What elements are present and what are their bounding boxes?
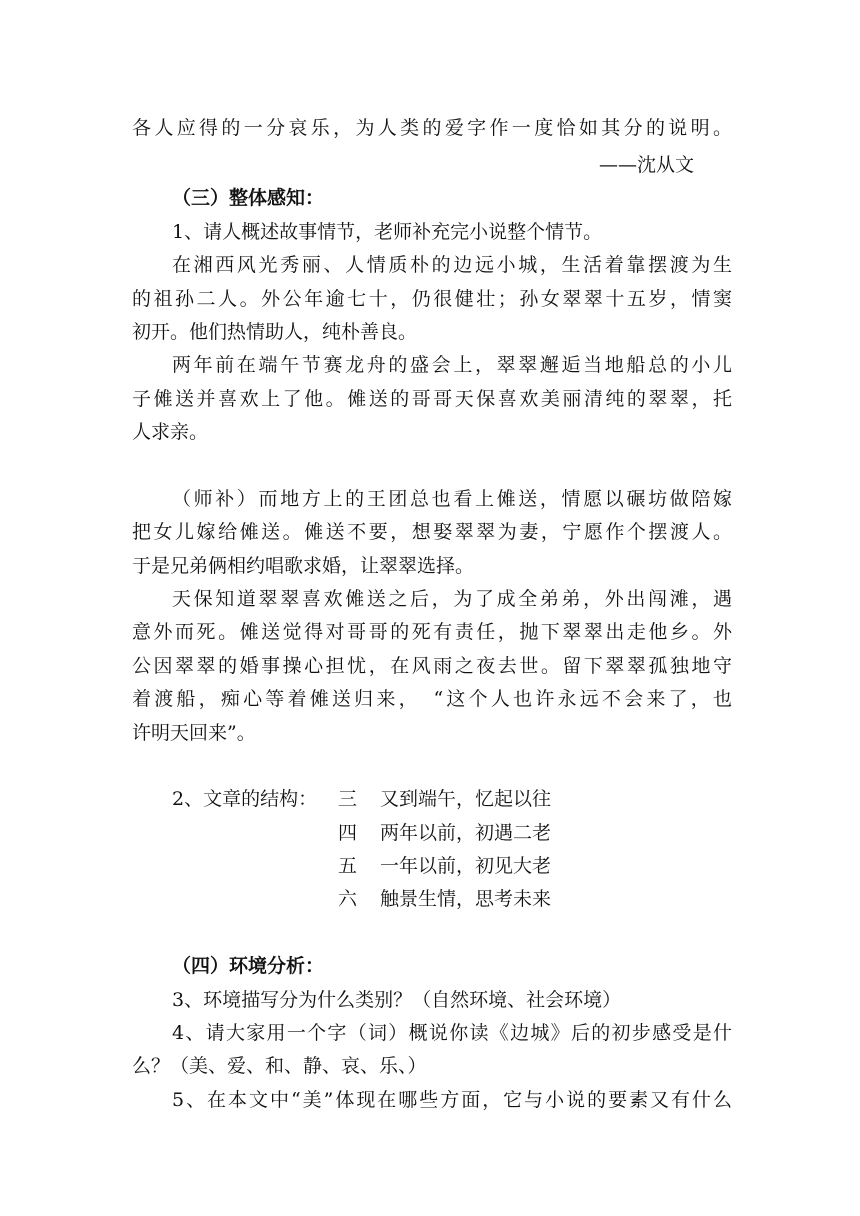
plot-paragraph-1-line: 在湘西风光秀丽、人情质朴的边远小城，生活着靠摆渡为生: [172, 254, 732, 276]
question-3: 3、环境描写分为什么类别？（自然环境、社会环境）: [172, 989, 622, 1011]
question-4-line: 么？（美、爱、和、静、哀、乐、）: [132, 1055, 427, 1077]
structure-chapter-number: 六: [338, 888, 358, 910]
plot-paragraph-1-line: 的祖孙二人。外公年逾七十，仍很健壮；孙女翠翠十五岁，情窦: [132, 288, 732, 310]
question-4-line: 4、请大家用一个字（词）概说你读《边城》后的初步感受是什: [172, 1022, 732, 1044]
plot-paragraph-3-line: 把女儿嫁给傩送。傩送不要，想娶翠翠为妻，宁愿作个摆渡人。: [132, 521, 732, 543]
question-2-label: 2、文章的结构：: [172, 788, 318, 810]
intro-line: 各人应得的一分哀乐，为人类的爱字作一度恰如其分的说明。: [132, 117, 732, 139]
plot-paragraph-3-line: 于是兄弟俩相约唱歌求婚，让翠翠选择。: [132, 555, 475, 577]
plot-paragraph-2-line: 子傩送并喜欢上了他。傩送的哥哥天保喜欢美丽清纯的翠翠，托: [132, 388, 732, 410]
structure-chapter-text: 两年以前，初遇二老: [380, 822, 552, 844]
plot-paragraph-4-line: 公因翠翠的婚事操心担忧，在风雨之夜去世。留下翠翠孤独地守: [132, 655, 732, 677]
plot-paragraph-2-line: 两年前在端午节赛龙舟的盛会上，翠翠邂逅当地船总的小儿: [172, 354, 732, 376]
plot-paragraph-2-line: 人求亲。: [132, 421, 209, 443]
plot-paragraph-4-line: 许明天回来”。: [132, 722, 256, 744]
section-heading-overall: （三）整体感知：: [172, 187, 325, 209]
plot-paragraph-3-line: （师补）而地方上的王团总也看上傩送，情愿以碾坊做陪嫁: [172, 488, 732, 510]
section-heading-environment: （四）环境分析：: [172, 955, 325, 977]
plot-paragraph-4-line: 天保知道翠翠喜欢傩送之后，为了成全弟弟，外出闯滩，遇: [172, 588, 732, 610]
structure-chapter-text: 又到端午，忆起以往: [380, 788, 552, 810]
structure-chapter-text: 一年以前，初见大老: [380, 855, 552, 877]
question-5: 5、在本文中“美”体现在哪些方面，它与小说的要素又有什么: [172, 1089, 732, 1111]
structure-chapter-number: 三: [338, 788, 358, 810]
plot-paragraph-1-line: 初开。他们热情助人，纯朴善良。: [132, 321, 418, 343]
structure-chapter-text: 触景生情，思考未来: [380, 888, 552, 910]
plot-paragraph-4-line: 着渡船，痴心等着傩送归来， “这个人也许永远不会来了，也: [132, 688, 732, 710]
author-signature: ——沈从文: [598, 154, 694, 176]
plot-paragraph-4-line: 意外而死。傩送觉得对哥哥的死有责任，抛下翠翠出走他乡。外: [132, 621, 732, 643]
question-1: 1、请人概述故事情节，老师补充完小说整个情节。: [172, 221, 603, 243]
structure-chapter-number: 四: [338, 822, 358, 844]
structure-chapter-number: 五: [338, 855, 358, 877]
